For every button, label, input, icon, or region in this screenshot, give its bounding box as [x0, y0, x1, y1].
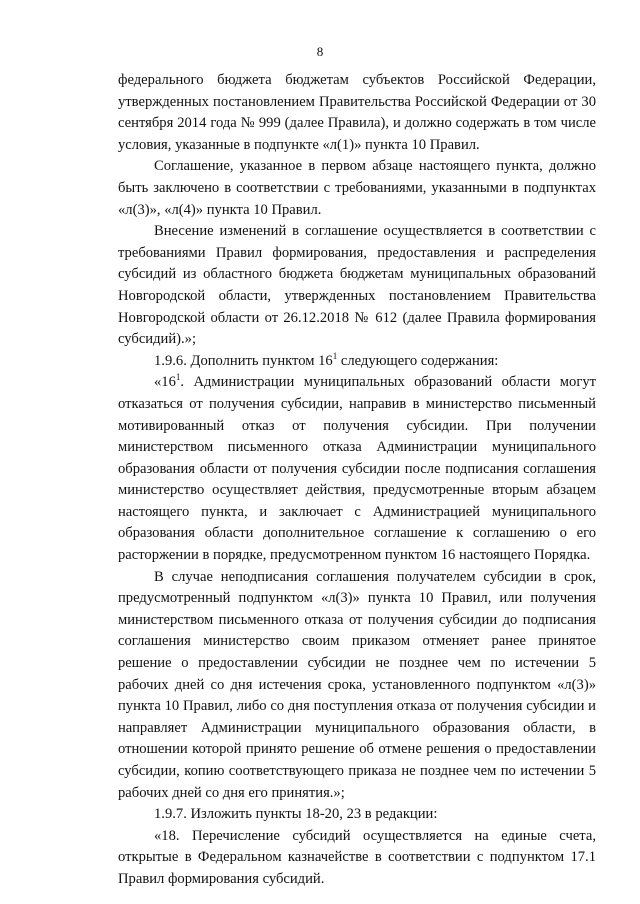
item-1-9-6-text-before: 1.9.6. Дополнить пунктом 16 — [154, 352, 333, 369]
paragraph-agreement-amendments: Внесение изменений в соглашение осуществляется в соответствии с требованиями Правил формирования, предоставления и распределения субсидий из областного бюджета бюджетам муниципальных образований Новгородской области, утвержденных постановлением Правительства Новгородской области от 26.12.2018 № 612 (далее Правила формирования субсидий).»; — [118, 223, 596, 348]
point-16-1-superscript: 1 — [175, 372, 181, 383]
paragraph-point-18: «18. Перечисление субсидий осуществляется на единые счета, открытые в Федеральном казначействе в соответствии с подпунктом 17.1 Правил формирования субсидий. — [118, 827, 596, 887]
paragraph-agreement-requirements: Соглашение, указанное в первом абзаце настоящего пункта, должно быть заключено в соответствии с требованиями, указанными в подпунктах «л(3)», «л(4)» пункта 10 Правил. — [118, 158, 596, 218]
page-number: 8 — [316, 44, 324, 59]
document-body — [118, 70, 596, 891]
paragraph-continuation: федерального бюджета бюджетам субъектов Российской Федерации, утвержденных постановлением Правительства Российской Федерации от 30 сентября 2014 года № 999 (далее Правила), и должно содержать в том числе условия, указанные в подпункте «л(1)» пункта 10 Правил. — [118, 72, 596, 153]
point-16-1-text-after: . Администрации муниципальных образований области могут отказаться от получения субсидии, направив в министерство письменный мотивированный отказ от получения субсидии. При получении министерством письменного отказа Администрации муниципального образования области от получения субсидии после подписания соглашения министерство осуществляет действия, предусмотренные вторым абзацем настоящего пункта, и заключает с Администрацией муниципального образования области дополнительное соглашение к соглашению о его расторжении в порядке, предусмотренном пунктом 16 настоящего Порядка. — [118, 374, 596, 564]
paragraph-point-16-1 — [118, 372, 596, 566]
point-16-1-text-before: «16 — [154, 374, 176, 391]
paragraph-item-1-9-6 — [118, 351, 596, 373]
paragraph-item-1-9-7: 1.9.7. Изложить пункты 18-20, 23 в редакции: — [154, 806, 438, 823]
paragraph-non-signing-case: В случае неподписания соглашения получателем субсидии в срок, предусмотренный подпунктом «л(3)» пункта 10 Правил, или получения министерством письменного отказа от получения субсидии до подписания соглашения министерство своим приказом отменяет ранее принятое решение о предоставлении субсидии не позднее чем по истечении 5 рабочих дней со дня истечения срока, установленного подпунктом «л(3)» пункта 10 Правил, либо со дня поступления отказа от получения субсидии и направляет Администрации муниципального образования области, в отношении которой принято решение об отмене решения о предоставлении субсидии, копию соответствующего приказа не позднее чем по истечении 5 рабочих дней со дня его принятия.»; — [118, 568, 596, 801]
item-1-9-6-superscript: 1 — [332, 350, 338, 361]
item-1-9-6-text-after: следующего содержания: — [337, 352, 499, 369]
